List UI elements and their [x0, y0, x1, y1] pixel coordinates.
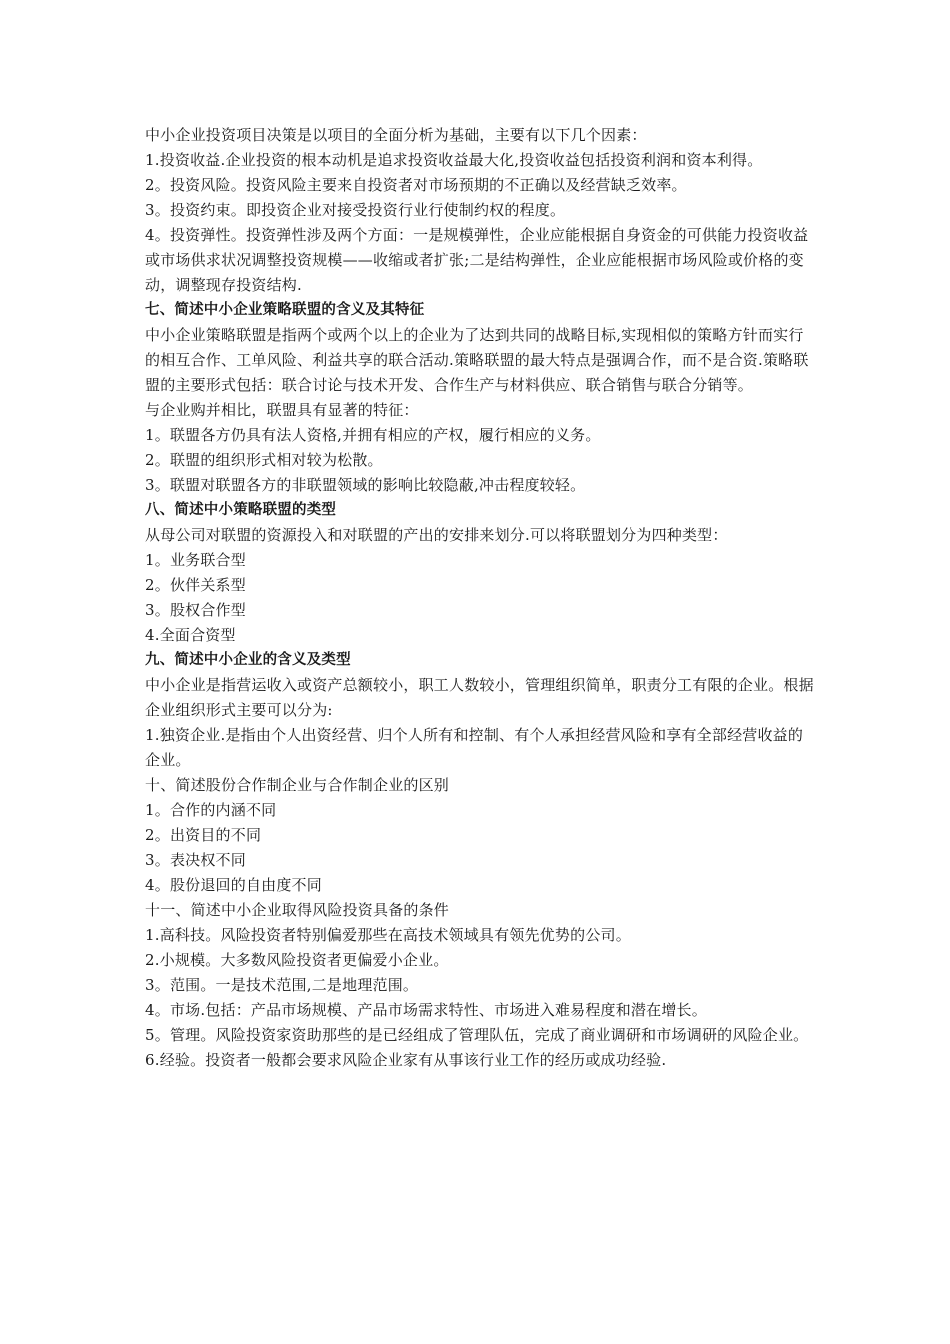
list-item: 1。联盟各方仍具有法人资格,并拥有相应的产权，履行相应的义务。 [145, 426, 601, 444]
list-item: 6.经验。投资者一般都会要求风险企业家有从事该行业工作的经历或成功经验. [145, 1051, 667, 1069]
paragraph: 从母公司对联盟的资源投入和对联盟的产出的安排来划分.可以将联盟划分为四种类型： [145, 526, 728, 544]
list-item: 2。伙伴关系型 [145, 576, 246, 594]
document-body [145, 123, 815, 1073]
list-item: 4。投资弹性。投资弹性涉及两个方面：一是规模弹性，企业应能根据自身资金的可供能力投资收益或市场供求状况调整投资规模——收缩或者扩张;二是结构弹性，企业应能根据市场风险或价格的变动，调整现存投资结构. [145, 226, 809, 294]
section-heading: 十、简述股份合作制企业与合作制企业的区别 [145, 776, 450, 794]
paragraph: 中小企业策略联盟是指两个或两个以上的企业为了达到共同的战略目标,实现相似的策略方针而实行的相互合作、工单风险、利益共享的联合活动.策略联盟的最大特点是强调合作，而不是合资.策略联盟的主要形式包括：联合讨论与技术开发、合作生产与材料供应、联合销售与联合分销等。 [145, 326, 809, 394]
list-item: 1。合作的内涵不同 [145, 801, 277, 819]
list-item: 5。管理。风险投资家资助那些的是已经组成了管理队伍，完成了商业调研和市场调研的风险企业。 [145, 1026, 809, 1044]
list-item: 1。业务联合型 [145, 551, 246, 569]
list-item: 4.全面合资型 [145, 626, 236, 644]
list-item: 2。投资风险。投资风险主要来自投资者对市场预期的不正确以及经营缺乏效率。 [145, 176, 687, 194]
list-item: 2.小规模。大多数风险投资者更偏爱小企业。 [145, 951, 449, 969]
list-item: 3。联盟对联盟各方的非联盟领域的影响比较隐蔽,冲击程度较轻。 [145, 476, 586, 494]
list-item: 2。联盟的组织形式相对较为松散。 [145, 451, 383, 469]
section-heading: 九、简述中小企业的含义及类型 [145, 652, 351, 668]
paragraph: 中小企业投资项目决策是以项目的全面分析为基础，主要有以下几个因素： [145, 126, 647, 144]
list-item: 2。出资目的不同 [145, 826, 262, 844]
list-item: 1.投资收益.企业投资的根本动机是追求投资收益最大化,投资收益包括投资利润和资本利得。 [145, 151, 763, 169]
list-item: 3。投资约束。即投资企业对接受投资行业行使制约权的程度。 [145, 201, 566, 219]
list-item: 3。股权合作型 [145, 601, 246, 619]
paragraph: 中小企业是指营运收入或资产总额较小，职工人数较小，管理组织简单，职责分工有限的企业。根据企业组织形式主要可以分为: [145, 676, 814, 719]
list-item: 4。股份退回的自由度不同 [145, 876, 322, 894]
section-heading: 七、简述中小企业策略联盟的含义及其特征 [145, 302, 425, 318]
paragraph: 与企业购并相比，联盟具有显著的特征： [145, 401, 419, 419]
list-item: 1.高科技。风险投资者特别偏爱那些在高技术领域具有领先优势的公司。 [145, 926, 631, 944]
list-item: 3。范围。一是技术范围,二是地理范围。 [145, 976, 419, 994]
list-item: 3。表决权不同 [145, 851, 246, 869]
section-heading: 十一、简述中小企业取得风险投资具备的条件 [145, 901, 450, 919]
section-heading: 八、简述中小策略联盟的类型 [145, 502, 337, 518]
list-item: 4。市场.包括：产品市场规模、产品市场需求特性、市场进入难易程度和潜在增长。 [145, 1001, 707, 1019]
list-item: 1.独资企业.是指由个人出资经营、归个人所有和控制、有个人承担经营风险和享有全部经营收益的企业。 [145, 726, 804, 769]
